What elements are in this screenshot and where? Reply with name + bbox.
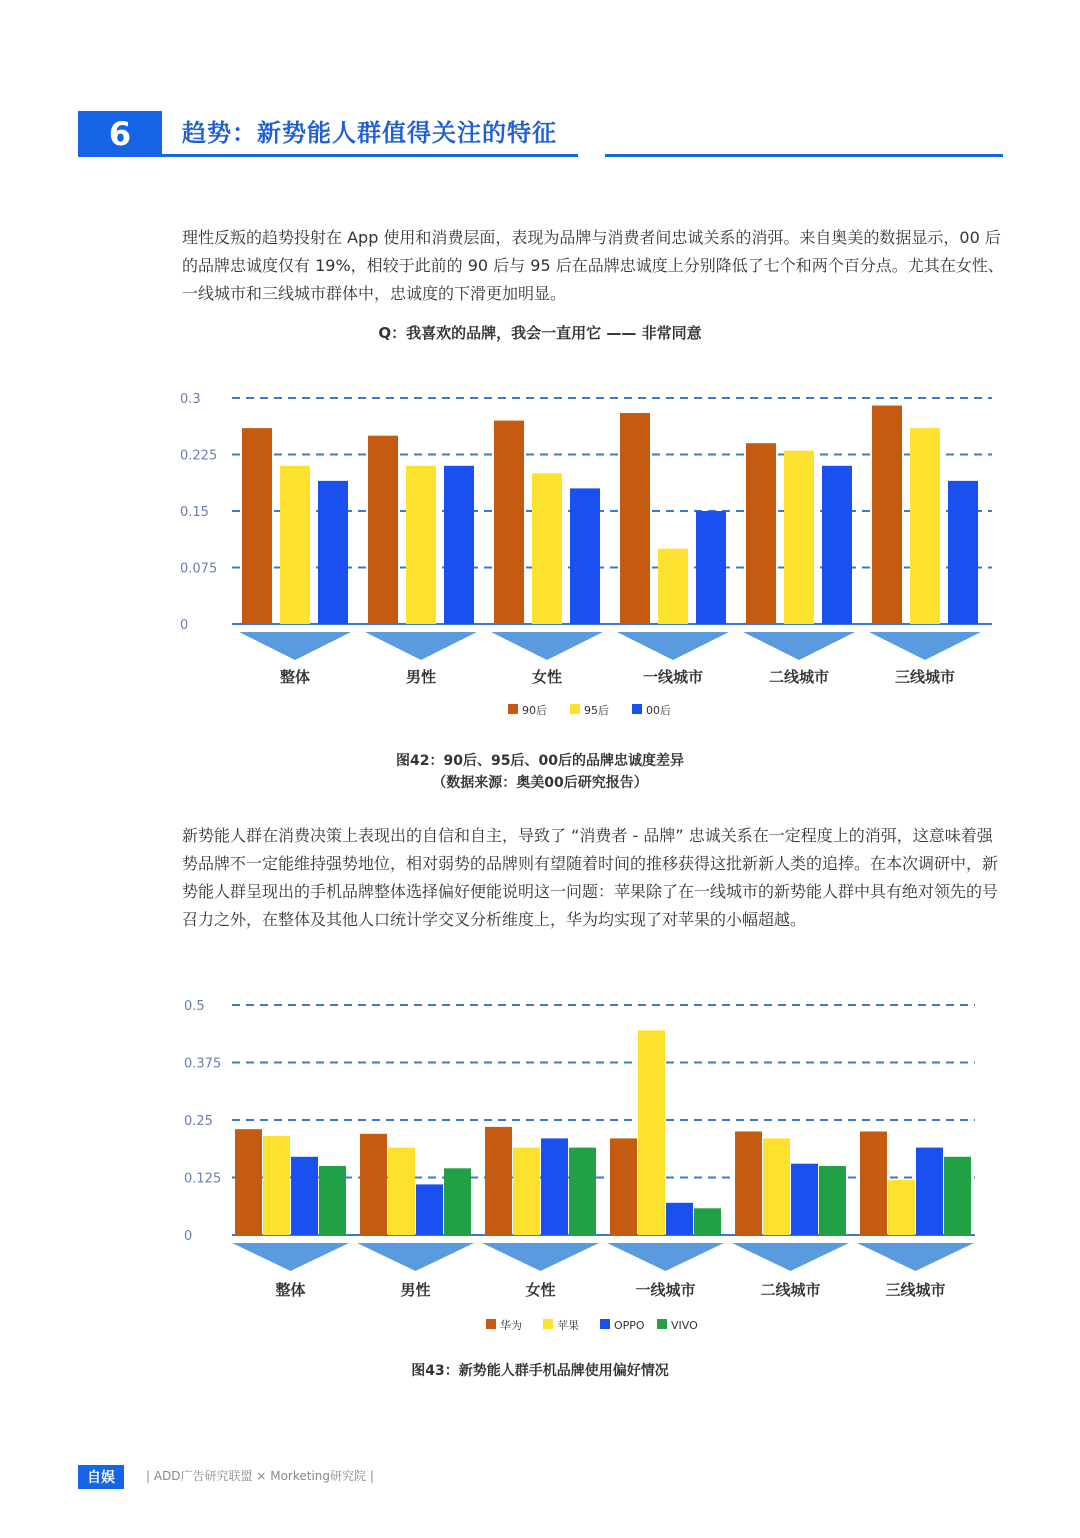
category-label: 整体 xyxy=(279,668,311,686)
category-label: 二线城市 xyxy=(768,668,830,686)
bar-华为 xyxy=(360,1134,387,1235)
category-label: 三线城市 xyxy=(885,1281,946,1299)
legend-label: OPPO xyxy=(614,1319,645,1332)
bar-95后 xyxy=(658,549,688,624)
chart1-question: Q：我喜欢的品牌，我会一直用它 —— 非常同意 xyxy=(378,324,702,342)
y-tick-label: 0.375 xyxy=(184,1056,222,1072)
intro-paragraph: 理性反叛的趋势投射在 App 使用和消费层面，表现为品牌与消费者间忠诚关系的消弭。来自奥美的数据显示，00 后的品牌忠诚度仅有 19%，相较于此前的 90 后与 95 后在品牌忠诚度上分别降低了七个和两个百分点。尤其在女性、一线城市和三线城市群体中，忠诚度的下滑更加明显。 xyxy=(182,228,1004,303)
bar-95后 xyxy=(532,473,562,624)
category-label: 男性 xyxy=(405,668,437,686)
bar-苹果 xyxy=(638,1030,665,1235)
y-tick-label: 0.25 xyxy=(184,1114,213,1129)
bar-OPPO xyxy=(541,1138,568,1235)
bar-00后 xyxy=(822,466,852,624)
chart2-caption: 图43：新势能人群手机品牌使用偏好情况 xyxy=(411,1363,669,1379)
bar-华为 xyxy=(735,1132,762,1236)
bar-95后 xyxy=(784,451,814,624)
bar-00后 xyxy=(696,511,726,624)
category-label: 女性 xyxy=(525,1281,556,1299)
category-label: 男性 xyxy=(400,1281,431,1299)
legend-swatch xyxy=(486,1319,496,1329)
legend-swatch xyxy=(543,1319,553,1329)
bar-苹果 xyxy=(263,1136,290,1235)
bar-00后 xyxy=(948,481,978,624)
bar-VIVO xyxy=(944,1157,971,1235)
legend-label: 95后 xyxy=(584,704,609,717)
bar-OPPO xyxy=(916,1148,943,1235)
bar-90后 xyxy=(494,421,524,624)
category-marker xyxy=(482,1243,599,1271)
legend-label: 00后 xyxy=(646,704,671,717)
bar-95后 xyxy=(406,466,436,624)
category-label: 二线城市 xyxy=(760,1281,821,1299)
y-tick-label: 0.15 xyxy=(180,505,209,520)
category-marker xyxy=(232,1243,349,1271)
category-label: 一线城市 xyxy=(642,668,704,686)
category-label: 整体 xyxy=(275,1281,306,1299)
category-label: 一线城市 xyxy=(635,1281,696,1299)
bar-95后 xyxy=(280,466,310,624)
y-tick-label: 0 xyxy=(180,618,189,633)
title-underline xyxy=(162,154,578,157)
category-marker xyxy=(869,632,981,660)
y-tick-label: 0.225 xyxy=(180,448,218,464)
bar-OPPO xyxy=(791,1164,818,1235)
category-marker xyxy=(617,632,729,660)
category-label: 女性 xyxy=(531,668,563,686)
bar-VIVO xyxy=(819,1166,846,1235)
category-marker xyxy=(239,632,351,660)
bar-苹果 xyxy=(763,1138,790,1235)
bar-OPPO xyxy=(291,1157,318,1235)
chart1-source: （数据来源：奥美00后研究报告） xyxy=(432,775,648,791)
footer-credits: | ADD广告研究联盟 × Morketing研究院 | xyxy=(146,1469,374,1483)
second-paragraph: 新势能人群在消费决策上表现出的自信和自主，导致了 “消费者 - 品牌” 忠诚关系在一定程度上的消弭，这意味着强势品牌不一定能维持强势地位，相对弱势的品牌则有望随着时间的推移获得这批新新人类的追捧。在本次调研中，新势能人群呈现出的手机品牌整体选择偏好便能说明这一问题：苹果除了在一线城市的新势能人群中具有绝对领先的号召力之外，在整体及其他人口统计学交叉分析维度上，华为均实现了对苹果的小幅超越。 xyxy=(182,826,999,929)
bar-VIVO xyxy=(319,1166,346,1235)
bar-90后 xyxy=(368,436,398,624)
bar-90后 xyxy=(746,443,776,624)
legend-swatch xyxy=(600,1319,610,1329)
header-rule xyxy=(605,154,1003,157)
legend-swatch xyxy=(570,704,580,714)
bar-华为 xyxy=(610,1138,637,1235)
legend-label: 90后 xyxy=(522,704,547,717)
section-number-badge: 6 xyxy=(78,111,162,157)
bar-VIVO xyxy=(569,1148,596,1235)
y-tick-label: 0 xyxy=(184,1229,193,1244)
bar-VIVO xyxy=(444,1168,471,1235)
bar-90后 xyxy=(242,428,272,624)
bar-OPPO xyxy=(666,1203,693,1235)
bar-90后 xyxy=(620,413,650,624)
y-tick-label: 0.5 xyxy=(184,999,205,1014)
y-tick-label: 0.125 xyxy=(184,1171,222,1187)
category-marker xyxy=(357,1243,474,1271)
bar-华为 xyxy=(485,1127,512,1235)
category-marker xyxy=(607,1243,724,1271)
bar-VIVO xyxy=(694,1208,721,1235)
legend-label: 苹果 xyxy=(557,1319,579,1332)
chart1-caption: 图42：90后、95后、00后的品牌忠诚度差异 xyxy=(396,753,684,769)
chart-phone-brand-preference xyxy=(0,985,1080,1345)
bar-苹果 xyxy=(513,1148,540,1235)
bar-95后 xyxy=(910,428,940,624)
y-tick-label: 0.075 xyxy=(180,561,218,577)
footer-brand-badge: 自娱 xyxy=(78,1465,124,1489)
legend-swatch xyxy=(632,704,642,714)
legend-swatch xyxy=(657,1319,667,1329)
category-label: 三线城市 xyxy=(894,668,956,686)
legend-label: VIVO xyxy=(671,1319,698,1332)
category-marker xyxy=(732,1243,849,1271)
legend-swatch xyxy=(508,704,518,714)
legend-label: 华为 xyxy=(500,1319,522,1332)
category-marker xyxy=(743,632,855,660)
bar-OPPO xyxy=(416,1184,443,1235)
chart-brand-loyalty xyxy=(0,380,1080,725)
bar-华为 xyxy=(235,1129,262,1235)
category-marker xyxy=(857,1243,974,1271)
bar-华为 xyxy=(860,1132,887,1236)
y-tick-label: 0.3 xyxy=(180,392,201,407)
section-title: 趋势：新势能人群值得关注的特征 xyxy=(182,119,557,147)
category-marker xyxy=(491,632,603,660)
bar-00后 xyxy=(444,466,474,624)
bar-苹果 xyxy=(388,1148,415,1235)
bar-90后 xyxy=(872,406,902,624)
category-marker xyxy=(365,632,477,660)
bar-苹果 xyxy=(888,1180,915,1235)
bar-00后 xyxy=(318,481,348,624)
bar-00后 xyxy=(570,488,600,624)
